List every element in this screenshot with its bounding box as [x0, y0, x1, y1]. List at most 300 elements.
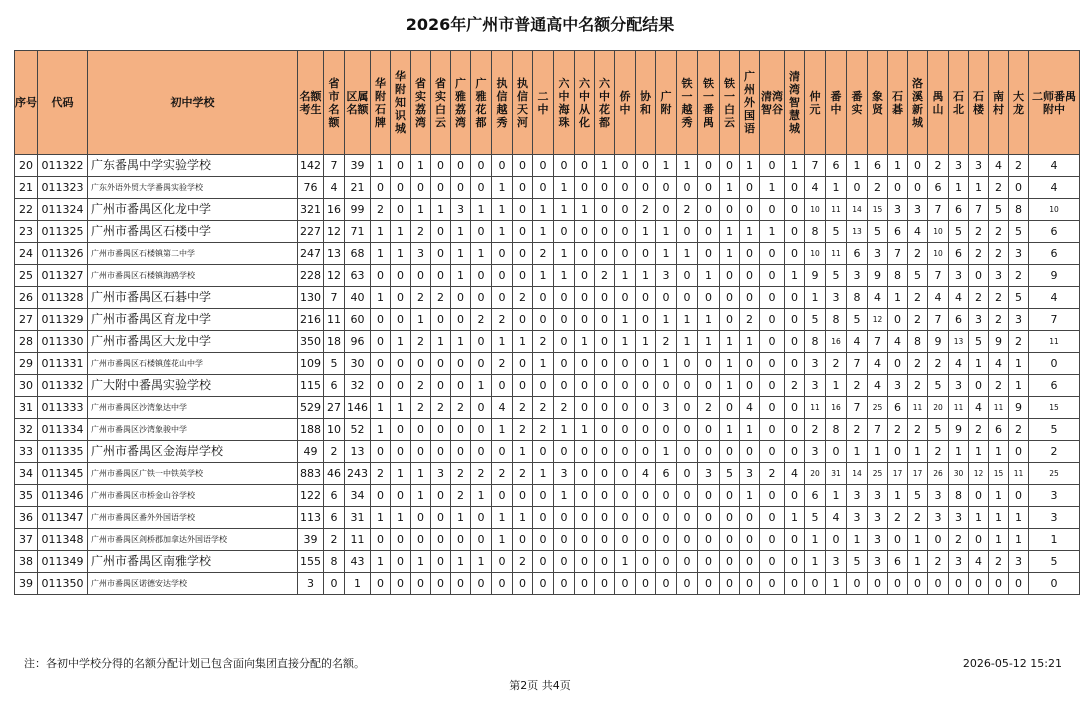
- row-value: 34: [345, 485, 371, 507]
- row-value: 216: [298, 309, 324, 331]
- row-value: 1: [371, 221, 391, 243]
- row-value: 2: [847, 419, 868, 441]
- row-value: 2: [989, 221, 1009, 243]
- row-value: 0: [656, 199, 677, 221]
- row-value: 0: [785, 353, 805, 375]
- row-value: 0: [513, 221, 533, 243]
- row-value: 2: [533, 331, 554, 353]
- row-value: 2: [513, 397, 533, 419]
- row-value: 10: [1029, 199, 1080, 221]
- row-value: 5: [989, 199, 1009, 221]
- row-value: 5: [928, 375, 949, 397]
- row-value: 2: [847, 375, 868, 397]
- row-code: 011334: [38, 419, 88, 441]
- row-value: 0: [595, 463, 615, 485]
- row-value: 1: [431, 199, 451, 221]
- row-seq: 33: [15, 441, 38, 463]
- row-value: 2: [888, 419, 908, 441]
- row-value: 1: [805, 287, 826, 309]
- row-value: 13: [324, 243, 345, 265]
- row-value: 1: [371, 155, 391, 177]
- row-value: 0: [431, 265, 451, 287]
- row-value: 1: [969, 353, 989, 375]
- row-value: 5: [969, 331, 989, 353]
- row-value: 21: [345, 177, 371, 199]
- row-value: 4: [324, 177, 345, 199]
- row-value: 2: [411, 397, 431, 419]
- row-value: 350: [298, 331, 324, 353]
- row-seq: 28: [15, 331, 38, 353]
- header-col: 二师番禺附中: [1029, 51, 1080, 155]
- row-value: 52: [345, 419, 371, 441]
- row-value: 109: [298, 353, 324, 375]
- row-school: 广州市番禺区化龙中学: [88, 199, 298, 221]
- row-value: 1: [554, 177, 575, 199]
- header-col: 清湾智慧城: [785, 51, 805, 155]
- row-value: 2: [513, 419, 533, 441]
- row-value: 3: [740, 463, 760, 485]
- row-value: 0: [595, 375, 615, 397]
- row-value: 6: [805, 485, 826, 507]
- row-value: 5: [908, 265, 928, 287]
- row-value: 27: [324, 397, 345, 419]
- row-value: 5: [1029, 551, 1080, 573]
- row-value: 4: [949, 353, 969, 375]
- row-value: 3: [868, 529, 888, 551]
- row-value: 12: [324, 265, 345, 287]
- row-value: 2: [969, 287, 989, 309]
- row-value: 0: [785, 199, 805, 221]
- row-value: 0: [391, 309, 411, 331]
- row-value: 3: [949, 551, 969, 573]
- row-value: 13: [345, 441, 371, 463]
- row-value: 1: [847, 155, 868, 177]
- table-row: [15, 551, 1080, 573]
- row-code: 011324: [38, 199, 88, 221]
- row-value: 0: [698, 221, 720, 243]
- row-value: 0: [760, 529, 785, 551]
- row-value: 1: [391, 463, 411, 485]
- row-value: 1: [471, 551, 492, 573]
- row-value: 3: [656, 397, 677, 419]
- row-value: 0: [554, 507, 575, 529]
- row-value: 0: [575, 463, 595, 485]
- row-value: 1: [451, 331, 471, 353]
- row-value: 40: [345, 287, 371, 309]
- row-value: 0: [615, 353, 636, 375]
- row-value: 7: [868, 331, 888, 353]
- row-value: 2: [989, 551, 1009, 573]
- row-value: 0: [847, 573, 868, 595]
- row-value: 0: [760, 287, 785, 309]
- row-value: 1: [656, 353, 677, 375]
- row-value: 2: [533, 243, 554, 265]
- row-value: 1: [575, 331, 595, 353]
- row-value: 0: [636, 375, 656, 397]
- row-value: 0: [656, 573, 677, 595]
- row-value: 2: [431, 397, 451, 419]
- row-value: 0: [371, 177, 391, 199]
- row-value: 0: [391, 419, 411, 441]
- row-value: 0: [431, 309, 451, 331]
- row-value: 1: [615, 265, 636, 287]
- row-value: 4: [888, 331, 908, 353]
- row-value: 3: [656, 265, 677, 287]
- row-value: 0: [391, 375, 411, 397]
- row-value: 0: [615, 441, 636, 463]
- header-col: 石北: [949, 51, 969, 155]
- row-value: 1: [888, 287, 908, 309]
- row-value: 4: [868, 375, 888, 397]
- row-code: 011326: [38, 243, 88, 265]
- row-value: 0: [513, 265, 533, 287]
- row-value: 1: [411, 155, 431, 177]
- row-value: 0: [492, 155, 513, 177]
- row-value: 0: [740, 529, 760, 551]
- table-row: [15, 573, 1080, 595]
- row-value: 0: [595, 287, 615, 309]
- row-value: 0: [760, 375, 785, 397]
- row-value: 1: [656, 221, 677, 243]
- row-value: 0: [411, 573, 431, 595]
- row-value: 0: [513, 309, 533, 331]
- row-value: 3: [949, 375, 969, 397]
- row-value: 1: [431, 331, 451, 353]
- row-code: 011345: [38, 463, 88, 485]
- table-header-row: [15, 51, 1080, 155]
- row-value: 8: [847, 287, 868, 309]
- row-value: 39: [298, 529, 324, 551]
- table-row: [15, 485, 1080, 507]
- row-value: 0: [740, 441, 760, 463]
- row-value: 0: [471, 155, 492, 177]
- row-value: 0: [615, 507, 636, 529]
- row-value: 11: [989, 397, 1009, 419]
- row-value: 0: [720, 573, 740, 595]
- row-value: 0: [431, 177, 451, 199]
- print-timestamp: 2026-05-12 15:21: [962, 657, 1062, 670]
- row-value: 1: [677, 331, 698, 353]
- row-value: 3: [805, 353, 826, 375]
- row-value: 7: [928, 265, 949, 287]
- row-value: 0: [785, 573, 805, 595]
- row-value: 2: [471, 463, 492, 485]
- row-value: 0: [720, 199, 740, 221]
- row-value: 2: [888, 507, 908, 529]
- row-value: 0: [391, 441, 411, 463]
- row-code: 011323: [38, 177, 88, 199]
- row-value: 0: [431, 573, 451, 595]
- row-value: 321: [298, 199, 324, 221]
- row-value: 1: [1009, 353, 1029, 375]
- row-value: 8: [888, 265, 908, 287]
- row-value: 5: [324, 353, 345, 375]
- row-value: 6: [989, 419, 1009, 441]
- row-value: 7: [324, 155, 345, 177]
- row-value: 0: [595, 243, 615, 265]
- row-value: 1: [760, 221, 785, 243]
- header-col: 广雅花都: [471, 51, 492, 155]
- row-value: 2: [451, 463, 471, 485]
- row-value: 0: [656, 485, 677, 507]
- row-value: 6: [888, 397, 908, 419]
- row-value: 6: [868, 155, 888, 177]
- row-value: 4: [1029, 287, 1080, 309]
- row-value: 0: [677, 287, 698, 309]
- row-value: 0: [575, 243, 595, 265]
- row-value: 0: [969, 485, 989, 507]
- row-value: 0: [677, 551, 698, 573]
- row-value: 155: [298, 551, 324, 573]
- row-value: 0: [554, 441, 575, 463]
- table-row: [15, 243, 1080, 265]
- row-value: 3: [868, 551, 888, 573]
- row-value: 0: [513, 529, 533, 551]
- row-value: 0: [740, 243, 760, 265]
- row-value: 20: [805, 463, 826, 485]
- row-value: 1: [720, 243, 740, 265]
- row-value: 0: [760, 551, 785, 573]
- row-value: 0: [908, 177, 928, 199]
- row-value: 0: [615, 529, 636, 551]
- row-value: 0: [740, 287, 760, 309]
- row-value: 0: [868, 573, 888, 595]
- row-value: 43: [345, 551, 371, 573]
- row-value: 0: [760, 419, 785, 441]
- row-value: 1: [989, 441, 1009, 463]
- row-value: 49: [298, 441, 324, 463]
- row-value: 11: [805, 397, 826, 419]
- row-value: 0: [656, 419, 677, 441]
- row-value: 16: [826, 397, 847, 419]
- row-code: 011322: [38, 155, 88, 177]
- row-value: 1: [888, 155, 908, 177]
- header-col: 铁一白云: [720, 51, 740, 155]
- row-value: 0: [492, 573, 513, 595]
- table-row: [15, 155, 1080, 177]
- row-value: 3: [1009, 551, 1029, 573]
- row-value: 2: [785, 375, 805, 397]
- row-value: 6: [847, 243, 868, 265]
- row-value: 113: [298, 507, 324, 529]
- header-col: 大龙: [1009, 51, 1029, 155]
- row-value: 0: [760, 573, 785, 595]
- row-value: 4: [805, 177, 826, 199]
- row-value: 3: [847, 265, 868, 287]
- row-value: 3: [298, 573, 324, 595]
- row-value: 6: [928, 177, 949, 199]
- row-value: 0: [575, 221, 595, 243]
- row-value: 2: [533, 397, 554, 419]
- row-value: 0: [391, 155, 411, 177]
- row-value: 3: [888, 199, 908, 221]
- row-value: 0: [391, 551, 411, 573]
- row-value: 2: [989, 287, 1009, 309]
- header-col: 广雅荔湾: [451, 51, 471, 155]
- row-value: 0: [1009, 573, 1029, 595]
- row-school: 广州市番禺区诺德安达学校: [88, 573, 298, 595]
- row-value: 14: [847, 463, 868, 485]
- row-value: 0: [698, 419, 720, 441]
- row-value: 0: [371, 441, 391, 463]
- row-value: 0: [677, 441, 698, 463]
- row-value: 0: [785, 287, 805, 309]
- row-value: 0: [595, 529, 615, 551]
- row-value: 10: [928, 221, 949, 243]
- row-value: 2: [969, 221, 989, 243]
- row-value: 8: [826, 309, 847, 331]
- row-value: 0: [451, 309, 471, 331]
- row-value: 1: [720, 331, 740, 353]
- row-value: 2: [533, 419, 554, 441]
- row-value: 0: [785, 221, 805, 243]
- row-value: 15: [1029, 397, 1080, 419]
- row-seq: 29: [15, 353, 38, 375]
- row-value: 1: [554, 485, 575, 507]
- row-value: 0: [431, 353, 451, 375]
- row-value: 25: [868, 463, 888, 485]
- row-school: 广州市番禺区金海岸学校: [88, 441, 298, 463]
- row-value: 3: [928, 485, 949, 507]
- header-col: 象贤: [868, 51, 888, 155]
- row-value: 16: [826, 331, 847, 353]
- row-value: 0: [451, 375, 471, 397]
- row-value: 2: [908, 309, 928, 331]
- row-value: 0: [760, 441, 785, 463]
- row-value: 1: [989, 507, 1009, 529]
- row-value: 0: [595, 199, 615, 221]
- row-value: 0: [760, 485, 785, 507]
- row-value: 1: [492, 199, 513, 221]
- row-value: 1: [451, 265, 471, 287]
- row-value: 2: [1029, 441, 1080, 463]
- row-value: 3: [969, 309, 989, 331]
- header-col: 石碁: [888, 51, 908, 155]
- row-value: 0: [615, 573, 636, 595]
- row-value: 0: [636, 485, 656, 507]
- header-school: 初中学校: [88, 51, 298, 155]
- row-value: 3: [847, 485, 868, 507]
- row-seq: 24: [15, 243, 38, 265]
- row-value: 0: [740, 353, 760, 375]
- row-value: 0: [513, 155, 533, 177]
- row-value: 1: [656, 155, 677, 177]
- allocation-table: [14, 50, 1080, 595]
- row-value: 0: [391, 177, 411, 199]
- row-value: 1: [513, 507, 533, 529]
- row-value: 1: [740, 155, 760, 177]
- row-value: 2: [411, 287, 431, 309]
- row-seq: 21: [15, 177, 38, 199]
- row-value: 2: [989, 375, 1009, 397]
- row-value: 2: [554, 397, 575, 419]
- row-value: 247: [298, 243, 324, 265]
- row-value: 1: [1009, 529, 1029, 551]
- header-col: 番实: [847, 51, 868, 155]
- row-seq: 26: [15, 287, 38, 309]
- row-value: 9: [805, 265, 826, 287]
- row-value: 0: [371, 485, 391, 507]
- row-value: 0: [431, 243, 451, 265]
- row-value: 0: [636, 441, 656, 463]
- row-value: 0: [1029, 353, 1080, 375]
- row-value: 25: [868, 397, 888, 419]
- row-value: 3: [826, 287, 847, 309]
- row-value: 0: [677, 353, 698, 375]
- row-value: 5: [826, 221, 847, 243]
- row-value: 0: [471, 573, 492, 595]
- row-value: 0: [471, 331, 492, 353]
- row-value: 0: [533, 287, 554, 309]
- row-value: 1: [949, 177, 969, 199]
- row-value: 0: [371, 573, 391, 595]
- row-school: 广大附中番禺实验学校: [88, 375, 298, 397]
- row-value: 0: [888, 441, 908, 463]
- row-value: 0: [636, 507, 656, 529]
- row-value: 0: [451, 419, 471, 441]
- row-value: 2: [908, 243, 928, 265]
- row-value: 3: [868, 485, 888, 507]
- row-value: 1: [760, 177, 785, 199]
- row-value: 0: [1029, 573, 1080, 595]
- row-value: 6: [949, 309, 969, 331]
- row-value: 0: [595, 397, 615, 419]
- row-value: 0: [760, 155, 785, 177]
- row-value: 1: [533, 353, 554, 375]
- row-value: 1: [740, 331, 760, 353]
- row-value: 0: [760, 331, 785, 353]
- row-value: 1: [949, 441, 969, 463]
- row-value: 0: [615, 287, 636, 309]
- row-value: 0: [760, 507, 785, 529]
- row-value: 0: [533, 441, 554, 463]
- row-value: 3: [554, 463, 575, 485]
- row-value: 0: [928, 573, 949, 595]
- row-value: 76: [298, 177, 324, 199]
- row-value: 0: [533, 551, 554, 573]
- row-value: 2: [371, 199, 391, 221]
- row-value: 0: [636, 419, 656, 441]
- row-value: 2: [969, 243, 989, 265]
- table-row: [15, 353, 1080, 375]
- row-school: 广州市番禺区广铁一中铁英学校: [88, 463, 298, 485]
- row-value: 0: [698, 529, 720, 551]
- row-value: 11: [1009, 463, 1029, 485]
- row-value: 0: [391, 529, 411, 551]
- row-value: 0: [760, 199, 785, 221]
- row-value: 1: [371, 243, 391, 265]
- row-value: 4: [868, 353, 888, 375]
- row-value: 96: [345, 331, 371, 353]
- row-value: 4: [636, 463, 656, 485]
- row-value: 0: [431, 419, 451, 441]
- row-value: 0: [636, 353, 656, 375]
- row-seq: 34: [15, 463, 38, 485]
- row-value: 1: [471, 485, 492, 507]
- row-value: 1: [471, 375, 492, 397]
- row-value: 0: [595, 485, 615, 507]
- row-value: 0: [847, 177, 868, 199]
- row-value: 1: [720, 375, 740, 397]
- row-value: 2: [989, 243, 1009, 265]
- row-value: 0: [677, 507, 698, 529]
- row-value: 1: [785, 507, 805, 529]
- row-value: 3: [431, 463, 451, 485]
- row-value: 0: [740, 199, 760, 221]
- row-value: 12: [324, 221, 345, 243]
- row-value: 0: [698, 485, 720, 507]
- row-value: 0: [595, 353, 615, 375]
